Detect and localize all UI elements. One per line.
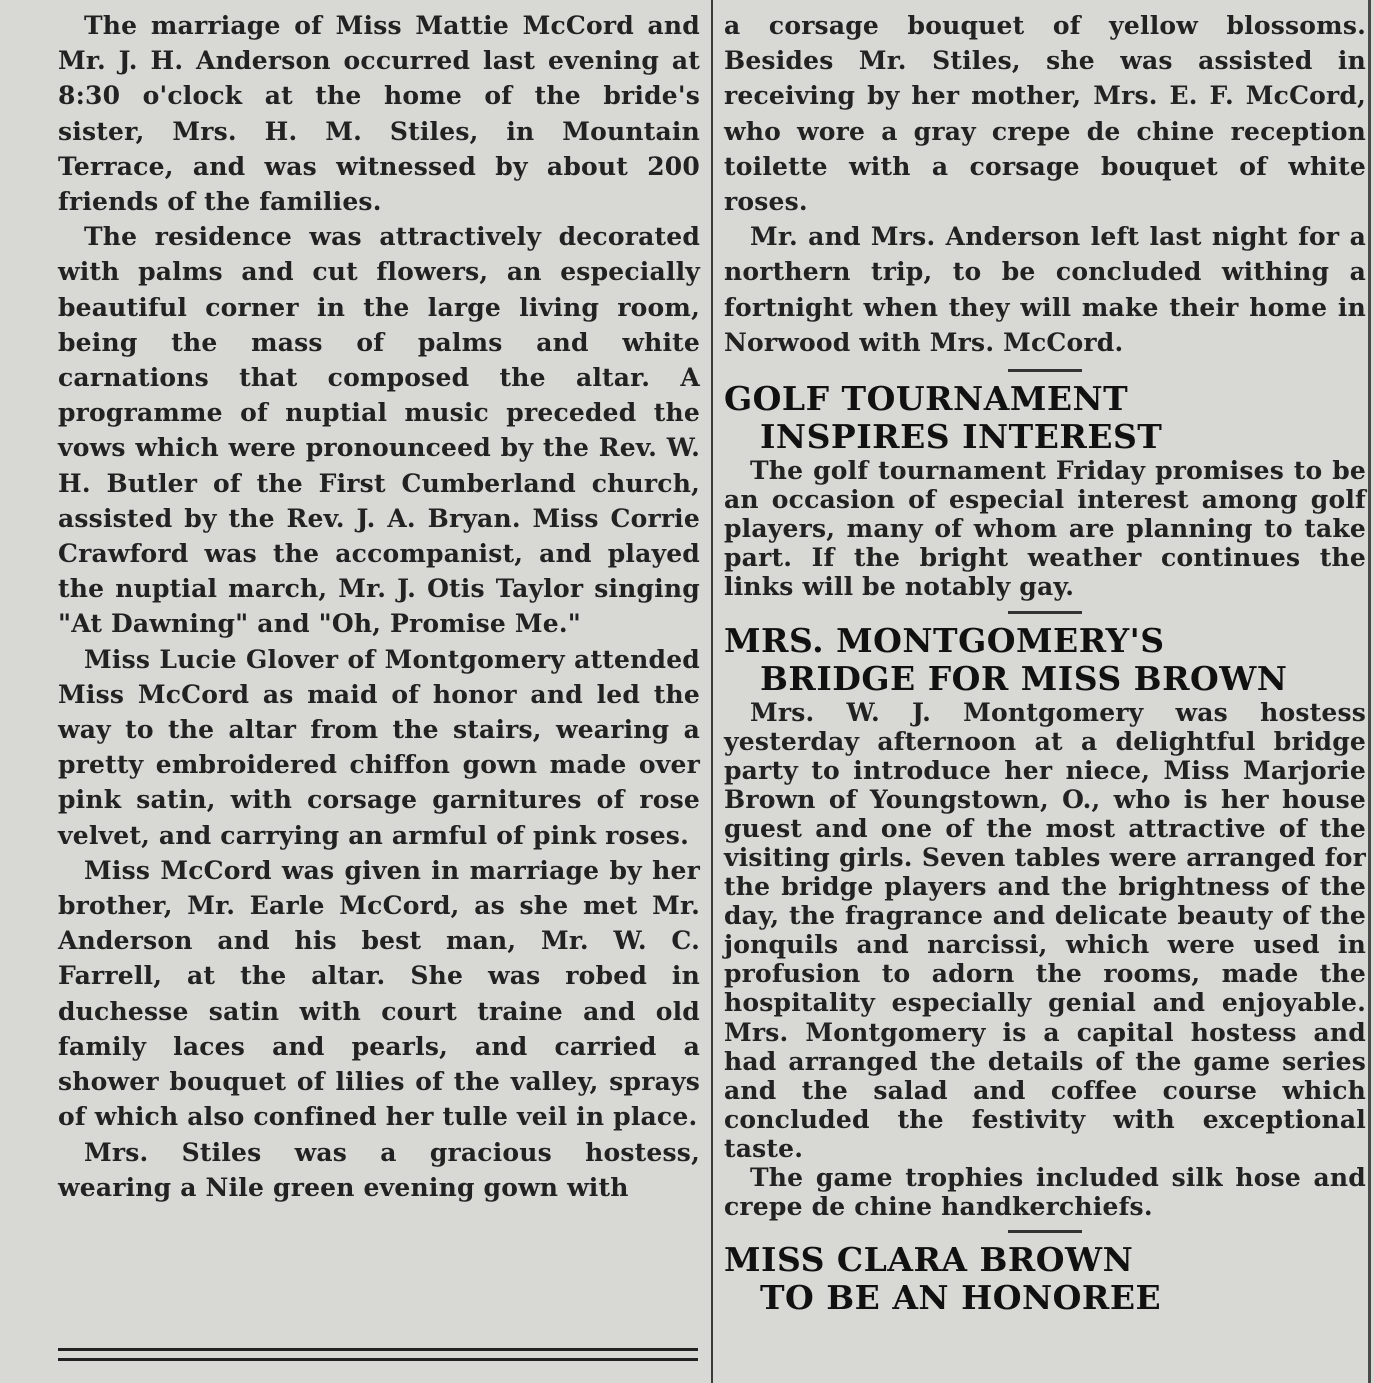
column-end-rule-bottom — [58, 1358, 698, 1361]
headline-clara-line2: TO BE AN HONOREE — [760, 1278, 1162, 1318]
wedding-continuation-2: Mr. and Mrs. Anderson left last night for a northern trip, to be concluded withing a fortnight when they will make their home in Norwood with Mrs. McCord. — [724, 222, 1366, 357]
article-clara-brown — [724, 1241, 1366, 1317]
wedding-paragraph-5: Mrs. Stiles was a gracious hostess, wearing a Nile green evening gown with — [58, 1137, 700, 1202]
wedding-paragraph-1: The marriage of Miss Mattie McCord and Mr. J. H. Anderson occurred last evening at 8:30 o'clock at the home of the bride's sister, Mrs. H. M. Stiles, in Mountain Terrace, and was witnessed by about 200 friends of the families. — [58, 11, 700, 217]
wedding-paragraph-3: Miss Lucie Glover of Montgomery attended Miss McCord as maid of honor and led the way to the altar from the stairs, wearing a pretty embroidered chiffon gown made over pink satin, with corsage garnitures of rose velvet, and carrying an armful of pink roses. — [58, 644, 700, 850]
article-bridge — [724, 622, 1366, 1222]
headline-bridge — [724, 622, 1366, 698]
bridge-paragraph-2: The game trophies included silk hose and crepe de chine handkerchiefs. — [724, 1163, 1366, 1222]
column-end-rule-top — [58, 1348, 698, 1351]
wedding-paragraph-2: The residence was attractively decorated with palms and cut flowers, an especially beautiful corner in the large living room, being the mass of palms and white carnations that composed the altar. A programme of nuptial music preceded the vows which were pronounceed by the Rev. W. H. Butler of the First Cumberland church, assisted by the Rev. J. A. Bryan. Miss Corrie Crawford was the accompanist, and played the nuptial march, Mr. J. Otis Taylor singing "At Dawning" and "Oh, Promise Me." — [58, 222, 700, 639]
left-column — [58, 8, 700, 1205]
headline-bridge-line2: BRIDGE FOR MISS BROWN — [760, 658, 1288, 698]
article-golf — [724, 380, 1366, 601]
article-separator — [1008, 611, 1082, 614]
wedding-paragraph-4: Miss McCord was given in marriage by her brother, Mr. Earle McCord, as she met Mr. Anderson and his best man, Mr. W. C. Farrell, at the altar. She was robed in duchesse satin with court traine and old family laces and pearls, and carried a shower bouquet of lilies of the valley, sprays of which also confined her tulle veil in place. — [58, 855, 700, 1132]
headline-clara-line1: MISS CLARA BROWN — [724, 1240, 1134, 1280]
headline-golf-line2: INSPIRES INTEREST — [760, 417, 1163, 457]
headline-golf-line1: GOLF TOURNAMENT — [724, 379, 1129, 419]
article-separator — [1008, 1230, 1082, 1233]
article-separator — [1008, 369, 1082, 372]
page-edge-rule — [1368, 0, 1371, 1383]
headline-clara-brown — [724, 1241, 1366, 1317]
wedding-continuation-1: a corsage bouquet of yellow blossoms. Besides Mr. Stiles, she was assisted in receiving by her mother, Mrs. E. F. McCord, who wore a gray crepe de chine reception toilette with a corsage bouquet of white roses. — [724, 11, 1366, 217]
column-divider — [711, 0, 713, 1383]
headline-bridge-line1: MRS. MONTGOMERY'S — [724, 620, 1165, 660]
right-column — [724, 8, 1366, 1317]
headline-golf — [724, 380, 1366, 456]
golf-paragraph: The golf tournament Friday promises to be an occasion of especial interest among golf players, many of whom are planning to take part. If the bright weather continues the links will be notably gay. — [724, 456, 1366, 602]
bridge-paragraph-1: Mrs. W. J. Montgomery was hostess yesterday afternoon at a delightful bridge party to introduce her niece, Miss Marjorie Brown of Youngstown, O., who is her house guest and one of the most attractive of the visiting girls. Seven tables were arranged for the bridge players and the brightness of the day, the fragrance and delicate beauty of the jonquils and narcissi, which were used in profusion to adorn the rooms, made the hospitality especially genial and enjoyable. Mrs. Montgomery is a capital hostess and had arranged the details of the game series and the salad and coffee course which concluded the festivity with exceptional taste. — [724, 697, 1366, 1163]
